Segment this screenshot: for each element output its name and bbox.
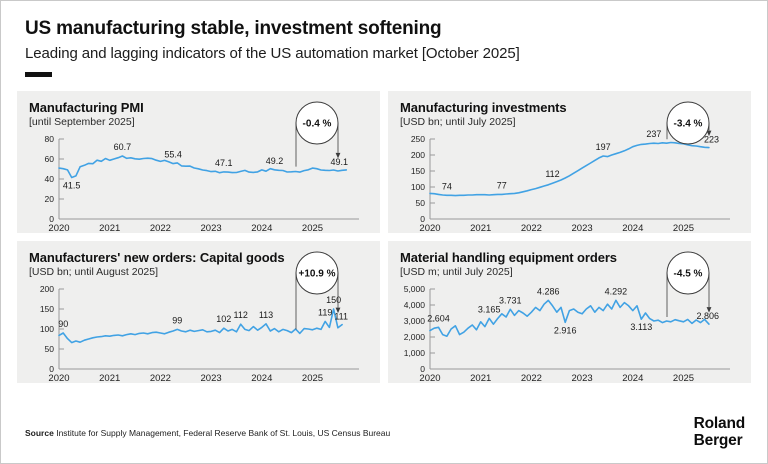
y-tick-label: 250 [410, 134, 425, 144]
trend-line [430, 143, 709, 196]
data-label: 41.5 [62, 180, 81, 191]
y-tick-label: 80 [44, 134, 54, 144]
x-tick-label: 2021 [470, 373, 492, 384]
y-tick-label: 100 [410, 182, 425, 192]
y-tick-label: 0 [49, 214, 54, 224]
x-tick-label: 2025 [301, 373, 324, 384]
x-tick-label: 2020 [48, 373, 70, 384]
roland-berger-logo [694, 416, 745, 449]
x-tick-label: 2021 [99, 373, 121, 384]
source-label: Source [25, 427, 54, 438]
data-label: 150 [326, 295, 342, 305]
chart-subtitle: [until September 2025] [29, 116, 135, 128]
y-tick-label: 60 [44, 154, 54, 164]
change-badge-value: -3.4 % [673, 118, 703, 130]
slide-header [1, 1, 767, 77]
data-label: 237 [646, 129, 662, 140]
data-label: 77 [496, 180, 507, 191]
data-label: 113 [258, 309, 274, 320]
y-tick-label: 20 [44, 194, 54, 204]
x-tick-label: 2023 [200, 373, 222, 384]
data-label: 2.604 [427, 313, 450, 324]
y-tick-label: 100 [39, 324, 54, 334]
change-badge-value: -0.4 % [302, 118, 332, 130]
data-label: 3.113 [630, 322, 653, 333]
x-tick-label: 2025 [672, 223, 695, 234]
data-label: 112 [233, 310, 248, 321]
change-badge-value: -4.5 % [673, 268, 703, 280]
data-label: 4.286 [537, 286, 560, 297]
chart-subtitle: [USD bn; until August 2025] [29, 266, 158, 278]
data-label: 4.292 [604, 286, 628, 297]
x-tick-label: 2022 [149, 223, 171, 234]
logo-line-2: Berger [693, 431, 743, 449]
x-tick-label: 2022 [520, 223, 542, 234]
end-value-label: 2.806 [696, 311, 719, 322]
data-label: 112 [545, 169, 560, 180]
data-label: 60.7 [113, 142, 132, 152]
x-tick-label: 2021 [99, 223, 121, 234]
page-title: US manufacturing stable, investment softening [25, 18, 442, 39]
y-tick-label: 3,000 [403, 316, 425, 326]
logo-line-1: Roland [693, 415, 745, 433]
y-tick-label: 50 [415, 198, 425, 208]
panel-manufacturing-investments [388, 91, 751, 233]
x-tick-label: 2022 [149, 373, 171, 384]
chart-title: Material handling equipment orders [400, 250, 617, 265]
chart-title: Manufacturing PMI [29, 100, 144, 115]
x-tick-label: 2021 [470, 223, 492, 234]
x-tick-label: 2024 [622, 373, 644, 384]
x-tick-label: 2023 [571, 373, 593, 384]
data-label: 119 [318, 307, 333, 318]
chart-subtitle: [USD bn; until July 2025] [400, 116, 516, 128]
chart-title: Manufacturing investments [400, 100, 567, 115]
y-tick-label: 150 [39, 304, 54, 314]
x-tick-label: 2024 [251, 223, 273, 234]
y-tick-label: 0 [49, 364, 54, 374]
y-tick-label: 50 [44, 344, 54, 354]
data-label: 74 [441, 181, 452, 192]
data-label: 197 [595, 142, 611, 152]
data-label: 47.1 [215, 157, 233, 168]
chart-subtitle: [USD m; until July 2025] [400, 266, 513, 278]
x-tick-label: 2020 [419, 373, 441, 384]
data-label: 49.2 [265, 155, 284, 166]
x-tick-label: 2024 [251, 373, 273, 384]
y-tick-label: 4,000 [403, 300, 425, 310]
data-label: 55.4 [164, 149, 182, 160]
panel-material-handling-orders [388, 241, 751, 383]
source-text: Institute for Supply Management, Federal Reserve Bank of St. Louis, US Census Bureau [56, 427, 391, 438]
x-tick-label: 2022 [520, 373, 542, 384]
data-label: 90 [58, 319, 69, 329]
x-tick-label: 2023 [200, 223, 222, 234]
x-tick-label: 2020 [419, 223, 441, 234]
chart-title: Manufacturers' new orders: Capital goods [29, 250, 285, 265]
source-note [25, 428, 390, 438]
slide-footer [25, 416, 745, 449]
x-tick-label: 2025 [301, 223, 324, 234]
y-tick-label: 2,000 [403, 332, 425, 342]
y-tick-label: 40 [44, 174, 54, 184]
x-tick-label: 2024 [622, 223, 644, 234]
trend-line [59, 156, 346, 178]
change-badge-value: +10.9 % [298, 268, 336, 280]
trend-line [59, 309, 342, 343]
data-label: 2.916 [553, 325, 577, 336]
panel-manufacturing-pmi [17, 91, 380, 233]
data-label: 3.731 [499, 295, 522, 306]
data-label: 99 [172, 315, 183, 326]
data-label: 102 [216, 314, 232, 325]
accent-bar [25, 72, 52, 77]
page-subtitle: Leading and lagging indicators of the US automation market [October 2025] [25, 45, 520, 62]
data-label: 3.165 [477, 304, 501, 315]
y-tick-label: 1,000 [403, 348, 425, 358]
end-value-label: 49.1 [330, 156, 348, 167]
chart-grid [17, 91, 751, 383]
end-value-label: 111 [334, 311, 348, 322]
end-value-label: 223 [703, 134, 719, 145]
y-tick-label: 5,000 [403, 284, 425, 294]
y-tick-label: 150 [410, 166, 425, 176]
y-tick-label: 0 [420, 214, 425, 224]
x-tick-label: 2023 [571, 223, 593, 234]
y-tick-label: 200 [39, 284, 54, 294]
panel-capital-goods-orders [17, 241, 380, 383]
x-tick-label: 2020 [48, 223, 70, 234]
x-tick-label: 2025 [672, 373, 695, 384]
y-tick-label: 0 [420, 364, 425, 374]
y-tick-label: 200 [410, 150, 425, 160]
